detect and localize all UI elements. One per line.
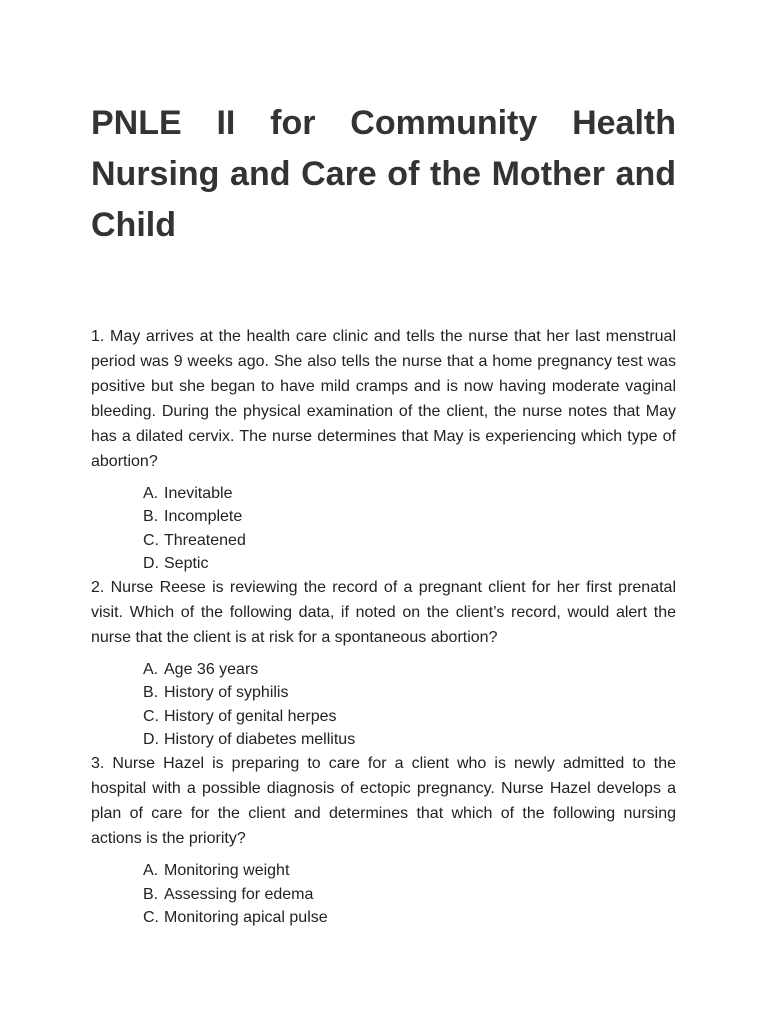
option-letter: D. bbox=[143, 554, 159, 572]
answer-option bbox=[143, 883, 676, 906]
option-text: Monitoring apical pulse bbox=[164, 908, 328, 926]
option-letter: A. bbox=[143, 661, 159, 679]
question-2 bbox=[91, 575, 676, 751]
answer-option bbox=[143, 658, 676, 681]
option-letter: B. bbox=[143, 508, 159, 526]
answer-option bbox=[143, 859, 676, 882]
question-text: 1. May arrives at the health care clinic and tells the nurse that her last menstrual period was 9 weeks ago. She also tells the nurse that a home pregnancy test was positive but she began to have mild cramps and is now having moderate vaginal bleeding. During the physical examination of the client, the nurse notes that May has a dilated cervix. The nurse determines that May is experiencing which type of abortion? bbox=[91, 328, 676, 470]
answer-option bbox=[143, 906, 676, 929]
option-text: History of syphilis bbox=[164, 684, 289, 702]
answer-options bbox=[91, 482, 676, 575]
answer-option bbox=[143, 681, 676, 704]
option-letter: C. bbox=[143, 908, 159, 926]
question-text: 2. Nurse Reese is reviewing the record of a pregnant client for her first prenatal visit. Which of the following data, if noted on the client’s record, would alert the nurse that the client is at risk for a spontaneous abortion? bbox=[91, 579, 676, 647]
option-text: Monitoring weight bbox=[164, 862, 290, 880]
option-text: History of diabetes mellitus bbox=[164, 731, 356, 749]
option-text: Inevitable bbox=[164, 485, 233, 502]
question-text: 3. Nurse Hazel is preparing to care for a client who is newly admitted to the hospital with a possible diagnosis of ectopic pregnancy. Nurse Hazel develops a plan of care for the client and determines that which of the following nursing actions is the priority? bbox=[91, 755, 676, 848]
answer-option bbox=[143, 552, 676, 575]
answer-options bbox=[91, 658, 676, 751]
option-letter: A. bbox=[143, 485, 159, 502]
answer-option bbox=[143, 505, 676, 528]
answer-option bbox=[143, 705, 676, 728]
option-text: Age 36 years bbox=[164, 661, 259, 679]
answer-options bbox=[91, 859, 676, 929]
option-text: Threatened bbox=[164, 531, 246, 549]
option-text: Assessing for edema bbox=[164, 885, 314, 903]
question-1 bbox=[91, 324, 676, 575]
question-list bbox=[91, 324, 676, 929]
option-text: Septic bbox=[164, 554, 209, 572]
answer-option bbox=[143, 529, 676, 552]
option-letter: B. bbox=[143, 684, 159, 702]
option-letter: C. bbox=[143, 707, 159, 725]
document-title: PNLE II for Community Health Nursing and Care of the Mother and Child bbox=[91, 104, 676, 244]
document-page bbox=[91, 0, 676, 929]
answer-option bbox=[143, 728, 676, 751]
option-letter: C. bbox=[143, 531, 159, 549]
option-letter: A. bbox=[143, 862, 159, 880]
option-text: Incomplete bbox=[164, 508, 243, 526]
option-letter: B. bbox=[143, 885, 159, 903]
question-3 bbox=[91, 751, 676, 929]
option-text: History of genital herpes bbox=[164, 707, 337, 725]
answer-option bbox=[143, 482, 676, 505]
option-letter: D. bbox=[143, 731, 159, 749]
